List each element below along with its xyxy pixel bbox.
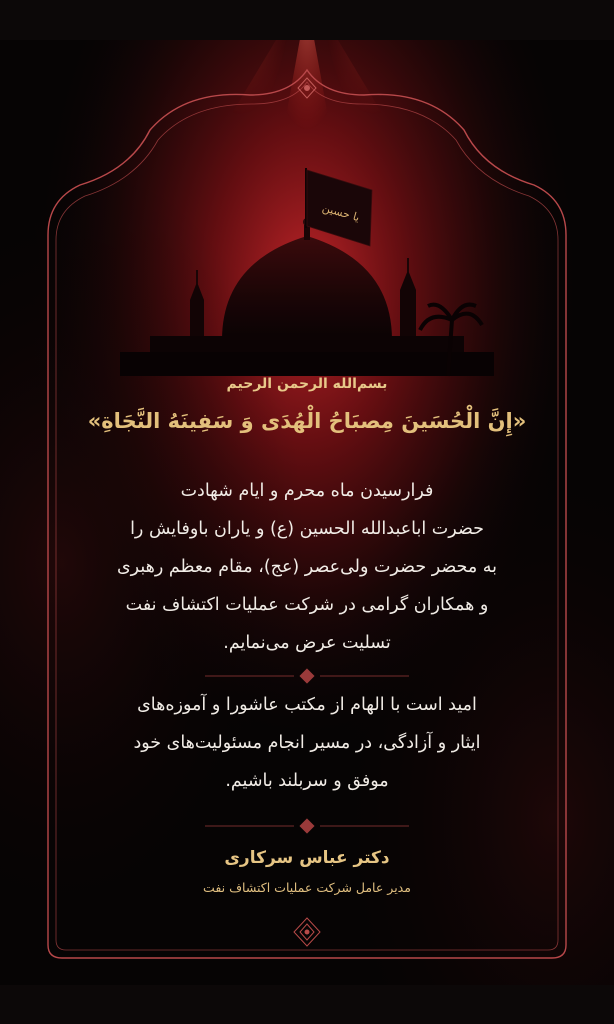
paragraph-line: به محضر حضرت ولی‌عصر (عج)، مقام معظم رهبری	[116, 557, 498, 577]
paragraph-line: تسلیت عرض می‌نمایم.	[223, 633, 391, 653]
paragraph-line: موفق و سربلند باشیم.	[225, 771, 389, 791]
paragraph-line: فرارسیدن ماه محرم و ایام شهادت	[180, 481, 434, 501]
flag-text: یا حسین	[320, 201, 362, 225]
signer-title: مدیر عامل شرکت عملیات اکتشاف نفت	[203, 880, 411, 895]
condolence-paragraph	[40, 472, 574, 662]
hope-paragraph	[40, 686, 574, 800]
paragraph-line: و همکاران گرامی در شرکت عملیات اکتشاف نفت	[125, 595, 489, 615]
paragraph-line: ایثار و آزادگی، در مسیر انجام مسئولیت‌های خود	[133, 733, 481, 753]
bismillah-heading: بسم‌الله الرحمن الرحیم	[226, 376, 388, 392]
paragraph-line: حضرت اباعبدالله الحسین (ع) و یاران باوفایش را	[130, 519, 484, 539]
paragraph-line: امید است با الهام از مکتب عاشورا و آموزه‌های	[137, 695, 477, 715]
signer-name: دکتر عباس سرکاری	[224, 848, 390, 868]
hadith-quote: «إِنَّ الْحُسَینَ مِصبَاحُ الْهُدَی وَ سَفِینَهُ النَّجَاةِ»	[87, 409, 527, 433]
